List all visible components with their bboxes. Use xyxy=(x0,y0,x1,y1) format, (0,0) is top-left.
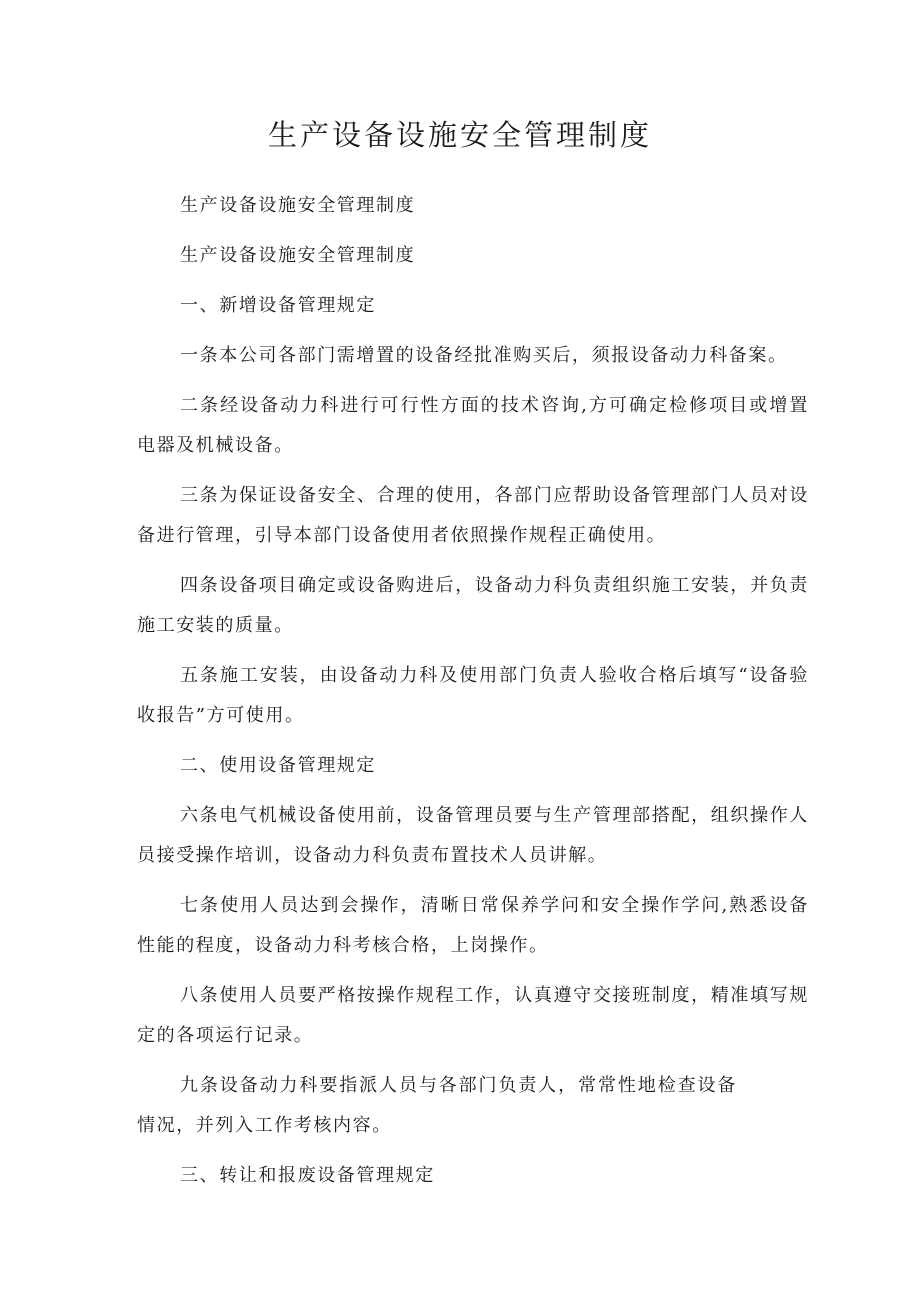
article-7: 七条使用人员达到会操作，清晰日常保养学问和安全操作学问,熟悉设备性能的程度，设备动力科考核合格，上岗操作。 xyxy=(137,895,809,956)
section-heading-use-equipment: 二、使用设备管理规定 xyxy=(180,755,376,776)
article-6: 六条电气机械设备使用前，设备管理员要与生产管理部搭配，组织操作人员接受操作培训，设备动力科负责布置技术人员讲解。 xyxy=(137,805,809,866)
article-9: 九条设备动力科要指派人员与各部门负责人，常常性地检查设备情况，并列入工作考核内容。 xyxy=(137,1075,737,1136)
article-4: 四条设备项目确定或设备购进后，设备动力科负责组织施工安装，并负责施工安装的质量。 xyxy=(137,575,809,636)
section-heading-transfer-scrap: 三、转让和报废设备管理规定 xyxy=(180,1165,435,1186)
paragraph-subtitle-2: 生产设备设施安全管理制度 xyxy=(180,245,416,266)
paragraph-subtitle-1: 生产设备设施安全管理制度 xyxy=(180,195,416,216)
article-5: 五条施工安装，由设备动力科及使用部门负责人验收合格后填写“设备验收报告”方可使用。 xyxy=(137,665,809,726)
article-3: 三条为保证设备安全、合理的使用，各部门应帮助设备管理部门人员对设备进行管理，引导本部门设备使用者依照操作规程正确使用。 xyxy=(137,485,809,546)
document-title: 生产设备设施安全管理制度 xyxy=(267,118,652,152)
article-1: 一条本公司各部门需增置的设备经批准购买后，须报设备动力科备案。 xyxy=(180,345,788,366)
document-body xyxy=(137,186,809,1206)
section-heading-new-equipment: 一、新增设备管理规定 xyxy=(180,295,376,316)
article-8: 八条使用人员要严格按操作规程工作，认真遵守交接班制度，精准填写规定的各项运行记录。 xyxy=(137,985,809,1046)
article-2: 二条经设备动力科进行可行性方面的技术咨询,方可确定检修项目或增置电器及机械设备。 xyxy=(137,395,809,456)
